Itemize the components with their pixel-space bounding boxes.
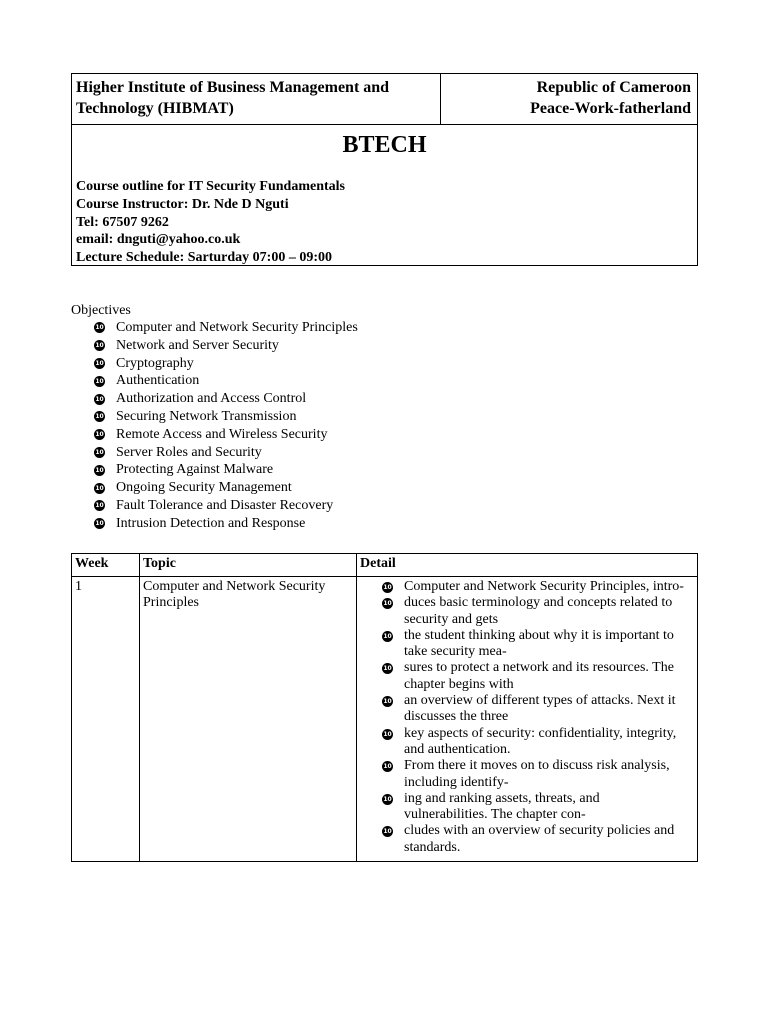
column-header-week: Week [72,554,140,577]
objective-item [71,408,358,426]
detail-item [360,628,694,661]
numbered-bullet-icon: 10 [95,395,104,403]
numbered-bullet-icon: 10 [95,484,104,492]
course-instructor: Course Instructor: Dr. Nde D Nguti [76,196,289,212]
detail-item [360,693,694,726]
numbered-bullet-icon: 10 [383,730,392,738]
detail-text: Computer and Network Security Principles, intro- [404,579,684,594]
table-row [72,577,698,862]
lecture-schedule: Lecture Schedule: Sarturday 07:00 – 09:00 [76,250,332,266]
numbered-bullet-icon: 10 [383,795,392,803]
detail-item [360,660,694,693]
objective-item [71,426,358,444]
detail-item [360,579,694,595]
numbered-bullet-icon: 10 [95,520,104,528]
objective-item [71,372,358,390]
detail-list [360,579,694,859]
objective-item [71,319,358,337]
numbered-bullet-icon: 10 [95,431,104,439]
numbered-bullet-icon: 10 [383,584,392,591]
objective-item [71,444,358,462]
program-title: BTECH [342,132,427,158]
detail-item [360,726,694,759]
table-header-row [72,554,698,577]
numbered-bullet-icon: 10 [383,632,392,640]
numbered-bullet-icon: 10 [95,466,104,474]
detail-text: the student thinking about why it is important to take security mea- [404,627,674,660]
detail-item [360,758,694,791]
course-schedule-table [71,553,698,862]
detail-text: From there it moves on to discuss risk analysis, including identify- [404,758,670,790]
objective-label: Authorization and Access Control [116,391,307,407]
numbered-bullet-icon: 10 [95,342,104,350]
detail-text: cludes with an overview of security policies and standards. [404,823,675,855]
detail-text: duces basic terminology and concepts related to security and gets [404,595,673,627]
objective-label: Authentication [116,373,200,389]
objectives-heading: Objectives [71,303,131,318]
numbered-bullet-icon: 10 [95,413,104,421]
numbered-bullet-icon: 10 [95,377,104,385]
institute-line-1: Higher Institute of Business Management and [76,79,390,96]
detail-text: an overview of different types of attacks. Next it discusses the three [404,693,676,725]
numbered-bullet-icon: 10 [95,502,104,510]
objective-item [71,461,358,479]
numbered-bullet-icon: 10 [383,665,392,673]
course-info [72,178,697,267]
numbered-bullet-icon: 10 [383,828,392,836]
objective-label: Network and Server Security [116,337,279,353]
instructor-email: email: dnguti@yahoo.co.uk [76,232,241,248]
course-header-box [71,73,698,266]
objective-item [71,479,358,497]
country-line-2: Peace-Work-fatherland [530,100,691,117]
country-line-1: Republic of Cameroon [536,79,691,96]
topic-cell: Computer and Network Security Principles [140,577,357,862]
institute-name [72,74,441,124]
column-header-topic: Topic [140,554,357,577]
week-cell: 1 [72,577,140,862]
objective-item [71,497,358,515]
detail-text: sures to protect a network and its resources. The chapter begins with [404,660,674,692]
objective-label: Ongoing Security Management [116,480,292,496]
objective-label: Protecting Against Malware [116,462,274,478]
objective-item [71,355,358,373]
detail-item [360,791,694,824]
objective-label: Server Roles and Security [116,444,262,460]
numbered-bullet-icon: 10 [95,359,104,367]
column-header-detail: Detail [357,554,698,577]
numbered-bullet-icon: 10 [383,763,392,771]
objective-label: Computer and Network Security Principles [116,320,358,335]
country-motto [441,74,697,124]
numbered-bullet-icon: 10 [95,448,104,456]
objective-label: Securing Network Transmission [116,408,297,424]
numbered-bullet-icon: 10 [383,698,392,706]
detail-text: ing and ranking assets, threats, and vulnerabilities. The chapter con- [404,790,600,823]
institute-line-2: Technology (HIBMAT) [76,100,234,117]
objective-label: Cryptography [116,355,194,371]
objectives-list [71,319,358,533]
detail-item [360,595,694,628]
objectives-section [71,302,358,533]
numbered-bullet-icon: 10 [95,324,104,332]
detail-text: key aspects of security: confidentiality, integrity, and authentication. [404,725,677,757]
objective-item [71,337,358,355]
detail-cell [357,577,698,862]
detail-item [360,823,694,856]
objective-label: Intrusion Detection and Response [116,515,306,531]
instructor-phone: Tel: 67507 9262 [76,214,169,230]
header-top-row [72,74,697,125]
objective-item [71,515,358,533]
objective-item [71,390,358,408]
numbered-bullet-icon: 10 [383,600,392,608]
objective-label: Fault Tolerance and Disaster Recovery [116,497,334,513]
objective-label: Remote Access and Wireless Security [116,426,328,442]
course-outline-title: Course outline for IT Security Fundamentals [76,179,345,194]
